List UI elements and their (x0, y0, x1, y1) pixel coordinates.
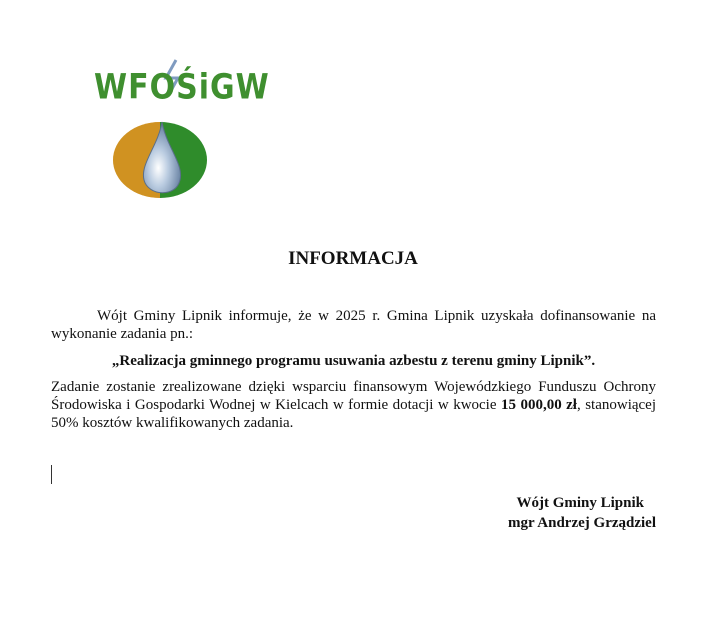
funding-paragraph (51, 378, 656, 432)
funding-amount: 15 000,00 zł (500, 397, 577, 413)
signature-title: Wójt Gminy Lipnik (516, 495, 644, 511)
signature-name: mgr Andrzej Grządziel (507, 515, 656, 531)
funding-text-end: , stanowiącej 50% kosztów kwalifikowanych zadania. (51, 397, 656, 431)
text-cursor (51, 465, 52, 484)
funding-text-start: Zadanie zostanie zrealizowane dzięki wsparciu finansowym Wojewódzkiego Funduszu Ochrony Środowiska i Gospodarki Wodnej w Kielcach w formie dotacji w kwocie (51, 379, 656, 413)
signature-block (508, 493, 656, 533)
wfosigw-logo (88, 56, 270, 206)
logo-wordmark: WFOŚiGW (94, 67, 270, 108)
intro-paragraph: Wójt Gminy Lipnik informuje, że w 2025 r. Gmina Lipnik uzyskała dofinansowanie na wykonanie zadania pn.: (51, 308, 656, 342)
task-title: „Realizacja gminnego programu usuwania azbestu z terenu gminy Lipnik”. (111, 353, 596, 369)
document-heading: INFORMACJA (288, 248, 418, 269)
